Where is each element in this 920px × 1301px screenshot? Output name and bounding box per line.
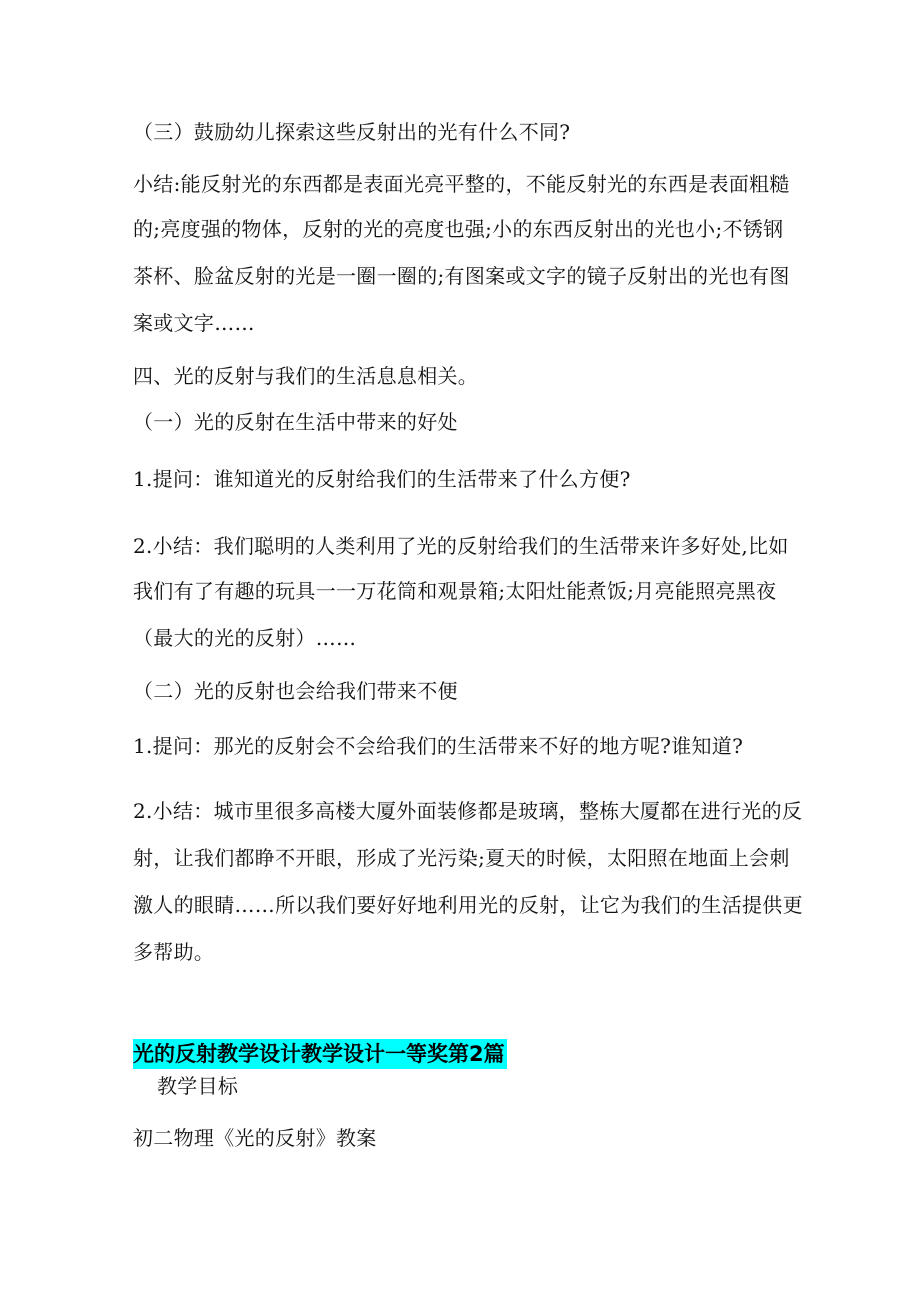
- section-heading-highlighted: 光的反射教学设计教学设计一等奖第2篇: [133, 1039, 507, 1069]
- summary-inconvenience-line-4: 多帮助。: [133, 940, 215, 964]
- question-inconvenience: 1.提问：那光的反射会不会给我们的生活带来不好的地方呢?谁知道?: [133, 734, 744, 758]
- paragraph-summary-line-3: 茶杯、脸盆反射的光是一圈一圈的;有图案或文字的镜子反射出的光也有图: [133, 264, 790, 288]
- teaching-goals-subheading: 教学目标: [157, 1074, 239, 1098]
- section-four-title: 四、光的反射与我们的生活息息相关。: [133, 364, 479, 388]
- paragraph-summary-line-2: 的;亮度强的物体，反射的光的亮度也强;小的东西反射出的光也小;不锈钢: [133, 217, 784, 241]
- paragraph-summary-line-4: 案或文字……: [133, 311, 255, 335]
- summary-benefits-line-1: 2.小结：我们聪明的人类利用了光的反射给我们的生活带来许多好处,比如: [133, 534, 789, 558]
- summary-benefits-line-3: （最大的光的反射）……: [133, 626, 357, 650]
- summary-benefits-line-2: 我们有了有趣的玩具一一万花筒和观景箱;太阳灶能煮饭;月亮能照亮黑夜: [133, 579, 777, 603]
- subsection-inconvenience-title: （二）光的反射也会给我们带来不便: [133, 679, 458, 703]
- subsection-benefits-title: （一）光的反射在生活中带来的好处: [133, 410, 458, 434]
- paragraph-summary-line-1: 小结:能反射光的东西都是表面光亮平整的，不能反射光的东西是表面粗糙: [133, 172, 790, 196]
- paragraph-explore-differences: （三）鼓励幼儿探索这些反射出的光有什么不同?: [133, 120, 571, 144]
- summary-inconvenience-line-1: 2.小结：城市里很多高楼大厦外面装修都是玻璃，整栋大厦都在进行光的反: [133, 799, 803, 823]
- question-benefits: 1.提问：谁知道光的反射给我们的生活带来了什么方便?: [133, 467, 631, 491]
- summary-inconvenience-line-3: 激人的眼睛……所以我们要好好地利用光的反射，让它为我们的生活提供更: [133, 893, 803, 917]
- summary-inconvenience-line-2: 射，让我们都睁不开眼，形成了光污染;夏天的时候，太阳照在地面上会刺: [133, 846, 790, 870]
- lesson-plan-title: 初二物理《光的反射》教案: [133, 1126, 377, 1150]
